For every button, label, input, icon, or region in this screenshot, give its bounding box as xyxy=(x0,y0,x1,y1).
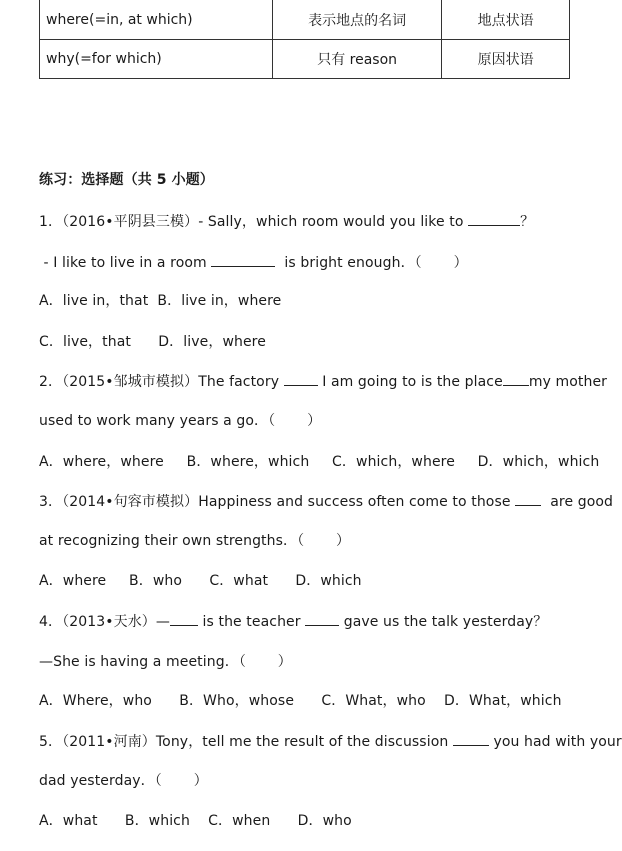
question-4-line-1 xyxy=(39,611,547,632)
question-text: you had with your xyxy=(488,734,622,750)
question-4-options: A．Where，who B．Who，whose C．What，who D．What，which xyxy=(39,693,562,709)
question-1-line-1 xyxy=(39,211,534,232)
question-text: 2．（2015•邹城市模拟）The factory xyxy=(39,374,284,390)
question-1-options-2: C．live，that D．live，where xyxy=(39,334,266,350)
question-text: - I like to live in a room xyxy=(39,255,212,271)
question-text: my mother xyxy=(528,374,608,390)
answer-blank xyxy=(468,211,520,226)
table-cell-role: 原因状语 xyxy=(442,40,570,79)
question-2-line-1 xyxy=(39,371,607,392)
question-text: I am going to is the place xyxy=(317,374,503,390)
answer-blank xyxy=(211,252,275,267)
question-2-line-2: used to work many years a go．（ ） xyxy=(39,413,322,429)
answer-blank xyxy=(284,371,318,386)
question-text: is the teacher xyxy=(198,614,306,630)
answer-blank xyxy=(515,491,541,506)
table-cell-antecedent: 只有 reason xyxy=(272,40,441,79)
table-row xyxy=(40,0,570,40)
question-5-line-1 xyxy=(39,731,622,752)
table-cell-word: why(=for which) xyxy=(40,40,273,79)
question-4-line-2: —She is having a meeting．（ ） xyxy=(39,654,292,670)
table-cell-antecedent: 表示地点的名词 xyxy=(272,0,441,40)
question-text: is bright enough．（ ） xyxy=(275,255,468,271)
section-heading: 练习：选择题（共 5 小题） xyxy=(39,172,214,188)
question-text: 3．（2014•句容市模拟）Happiness and success often come to those xyxy=(39,494,516,510)
question-text: 5．（2011•河南）Tony，tell me the result of the discussion xyxy=(39,734,453,750)
question-text: 4．（2013•天水）— xyxy=(39,614,170,630)
table-cell-word: where(=in, at which) xyxy=(40,0,273,40)
question-3-options: A．where B．who C．what D．which xyxy=(39,573,362,589)
question-1-line-2 xyxy=(39,252,468,273)
answer-blank xyxy=(170,611,198,626)
question-text: gave us the talk yesterday？ xyxy=(339,614,548,630)
question-1-options-1: A．live in，that B．live in，where xyxy=(39,293,282,309)
question-3-line-1 xyxy=(39,491,613,512)
table-row xyxy=(40,40,570,79)
answer-blank xyxy=(453,731,489,746)
question-text: ？ xyxy=(520,214,535,230)
question-2-options: A．where，where B．where，which C．which，where D．which，which xyxy=(39,454,600,470)
relative-adverb-table xyxy=(39,0,570,79)
answer-blank xyxy=(503,371,529,386)
question-text: are good xyxy=(541,494,614,510)
question-5-options: A．what B．which C．when D．who xyxy=(39,813,352,829)
table-cell-role: 地点状语 xyxy=(442,0,570,40)
question-5-line-2: dad yesterday．（ ） xyxy=(39,773,208,789)
question-text: 1．（2016•平阴县三模）- Sally，which room would you like to xyxy=(39,214,469,230)
question-3-line-2: at recognizing their own strengths．（ ） xyxy=(39,533,351,549)
answer-blank xyxy=(305,611,339,626)
